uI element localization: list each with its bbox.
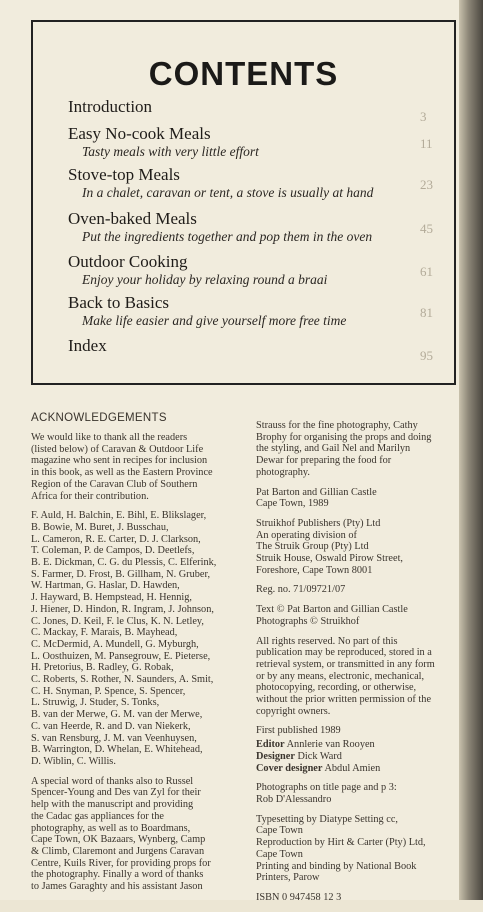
text-line: C. H. Snyman, P. Spence, S. Spencer, [31,685,186,697]
credits-signoff [256,487,466,510]
toc-subtitle: In a chalet, caravan or tent, a stove is usually at hand [82,185,374,200]
text-line: Photographs on title page and p 3: [256,782,397,794]
text-line: T. Coleman, P. de Campos, D. Deetlefs, [31,545,195,557]
isbn: ISBN 0 947458 12 3 [256,891,342,903]
text-line: photography, as well as to Boardmans, [31,822,191,834]
role-label: Designer [256,750,295,762]
text-line: C. Mackay, F. Marais, B. Mayhead, [31,627,178,639]
photo-credits [256,782,466,805]
toc-heading: Index [68,336,107,355]
text-line: C. McDermid, A. Mundell, G. Myburgh, [31,638,199,650]
text-line: S. van Rensburg, J. M. van Veenhuysen, [31,732,197,744]
role-label: Cover designer [256,762,323,774]
text-line: An operating division of [256,529,357,541]
text-line: Cape Town [256,848,303,860]
text-line: Rob D'Alessandro [256,793,332,805]
text-line: in this book, as well as the Eastern Province [31,467,213,479]
text-line: Printing and binding by National Book [256,860,417,872]
text-line: Pat Barton and Gillian Castle [256,486,377,498]
text-line: J. Hiener, D. Hindon, R. Ingram, J. Johnson, [31,603,214,615]
role-line [256,763,466,775]
toc-page-number: 45 [420,221,433,236]
text-line: Text © Pat Barton and Gillian Castle [256,604,408,616]
text-line: (listed below) of Caravan & Outdoor Life [31,443,204,455]
text-line: A special word of thanks also to Russel [31,775,194,787]
credits-column [256,420,466,912]
text-line: the Cadac gas appliances for the [31,810,164,822]
text-line: B. Bowie, M. Buret, J. Busschau, [31,521,169,533]
toc-heading: Oven-baked Meals [68,209,197,228]
text-line: Printers, Parow [256,872,320,884]
first-published: First published 1989 [256,725,341,737]
toc-heading: Introduction [68,97,153,116]
toc-page-number: 11 [420,136,433,151]
text-line: The Struik Group (Pty) Ltd [256,541,369,553]
text-line: copyright owners. [256,705,331,717]
text-line: Strauss for the fine photography, Cathy [256,420,418,431]
toc-entry [68,336,448,356]
text-line: the photography. Finally a word of thanks [31,869,204,881]
role-line [256,751,466,763]
text-line: retrieval system, or transmitted in any form [256,658,435,670]
role-name: Dick Ward [297,750,342,762]
text-line: Cape Town [256,825,303,837]
role-line [256,739,466,751]
text-line: B. E. Dickman, C. G. du Plessis, C. Elferink, [31,557,217,569]
toc-entry [68,165,448,201]
ack-thanks [31,776,251,893]
text-line: We would like to thank all the readers [31,432,188,443]
text-line: Region of the Caravan Club of Southern [31,478,198,490]
text-line: Struik House, Oswald Pirow Street, [256,553,404,565]
toc-heading: Back to Basics [68,293,170,312]
toc-page-number: 61 [420,264,433,279]
text-line: to James Garaghty and his assistant Jason [31,881,203,893]
text-line: H. Pretorius, B. Radley, G. Robak, [31,662,174,674]
role-name: Annlerie van Rooyen [286,739,375,751]
text-line: help with the manuscript and providing [31,799,194,811]
role-label: Editor [256,739,285,751]
text-line: without the prior written permission of the [256,694,432,706]
text-line: L. Struwig, J. Studer, S. Tonks, [31,697,160,709]
acknowledgements-heading: ACKNOWLEDGEMENTS [31,412,167,424]
text-line: Typesetting by Diatype Setting cc, [256,813,398,825]
registration-number: Reg. no. 71/09721/07 [256,584,346,596]
toc-page-number: 23 [420,177,433,192]
text-line: the styling, and Gail Nel and Marilyn [256,443,411,455]
text-line: or by any means, electronic, mechanical, [256,670,425,682]
text-line: Dewar for preparing the food for [256,455,392,467]
toc-subtitle: Tasty meals with very little effort [82,144,259,159]
text-line: Spencer-Young and Des van Zyl for their [31,787,201,799]
toc-page-number: 95 [420,348,433,363]
text-line: Struikhof Publishers (Pty) Ltd [256,517,381,529]
text-line: Reproduction by Hirt & Carter (Pty) Ltd, [256,837,426,849]
text-line: L. Cameron, R. E. Carter, D. J. Clarkson, [31,533,201,545]
toc-subtitle: Enjoy your holiday by relaxing round a braai [82,272,328,287]
text-line: magazine who sent in recipes for inclusion [31,455,208,467]
text-line: J. Hayward, B. Hempstead, H. Hennig, [31,592,192,604]
text-line: Africa for their contribution. [31,490,149,502]
toc-entry [68,252,448,288]
production-credits [256,814,466,884]
toc-entry [68,124,448,160]
text-line: Brophy for organising the props and doing [256,431,432,443]
text-line: & Climb, Claremont and Jurgens Caravan [31,845,205,857]
toc-page-number: 81 [420,305,433,320]
text-line: C. Jones, D. Keil, F. le Clus, K. N. Letley, [31,615,204,627]
publisher-address [256,518,466,577]
text-line: L. Oosthuizen, M. Pansegrouw, E. Pieterse, [31,650,211,662]
toc-entry [68,97,448,117]
text-line: publication may be reproduced, stored in a [256,647,432,659]
text-line: S. Farmer, D. Frost, B. Gillham, N. Gruber, [31,568,211,580]
copyright-notice [256,604,466,627]
text-line: Photographs © Struikhof [256,615,360,627]
text-line: W. Hartman, G. Haslar, D. Hawden, [31,580,180,592]
rights-notice [256,636,466,718]
contents-title: CONTENTS [148,55,339,92]
ack-names [31,510,251,767]
book-spine [459,0,483,900]
text-line: Centre, Kuils River, for providing props for [31,857,211,869]
acknowledgements-column [31,432,251,901]
text-line: Cape Town, 1989 [256,498,329,510]
toc-subtitle: Put the ingredients together and pop them in the oven [82,229,373,244]
text-line: photocopying, recording, or otherwise, [256,682,417,694]
ack-intro [31,432,251,502]
toc-page-number: 3 [420,109,427,124]
text-line: photography. [256,466,310,478]
role-name: Abdul Amien [324,762,381,774]
credits-continued [256,420,466,479]
text-line: C. Roberts, S. Rother, N. Saunders, A. Smit, [31,674,214,686]
toc-entry [68,293,448,329]
production-roles [256,739,466,774]
toc-subtitle: Make life easier and give yourself more free time [82,313,347,328]
text-line: B. van der Merwe, G. M. van der Merwe, [31,709,203,721]
text-line: Foreshore, Cape Town 8001 [256,564,373,576]
text-line: D. Wiblin, C. Willis. [31,755,116,767]
text-line: Cape Town, OK Bazaars, Wynberg, Camp [31,834,206,846]
text-line: B. Warrington, D. Whelan, E. Whitehead, [31,744,203,756]
toc-heading: Stove-top Meals [68,165,180,184]
text-line: C. van Heerde, R. and D. van Niekerk, [31,720,191,732]
text-line: F. Auld, H. Balchin, E. Bihl, E. Blikslager, [31,510,207,522]
toc-heading: Easy No-cook Meals [68,124,211,143]
text-line: All rights reserved. No part of this [256,635,398,647]
toc-entry [68,209,448,245]
toc-heading: Outdoor Cooking [68,252,188,271]
